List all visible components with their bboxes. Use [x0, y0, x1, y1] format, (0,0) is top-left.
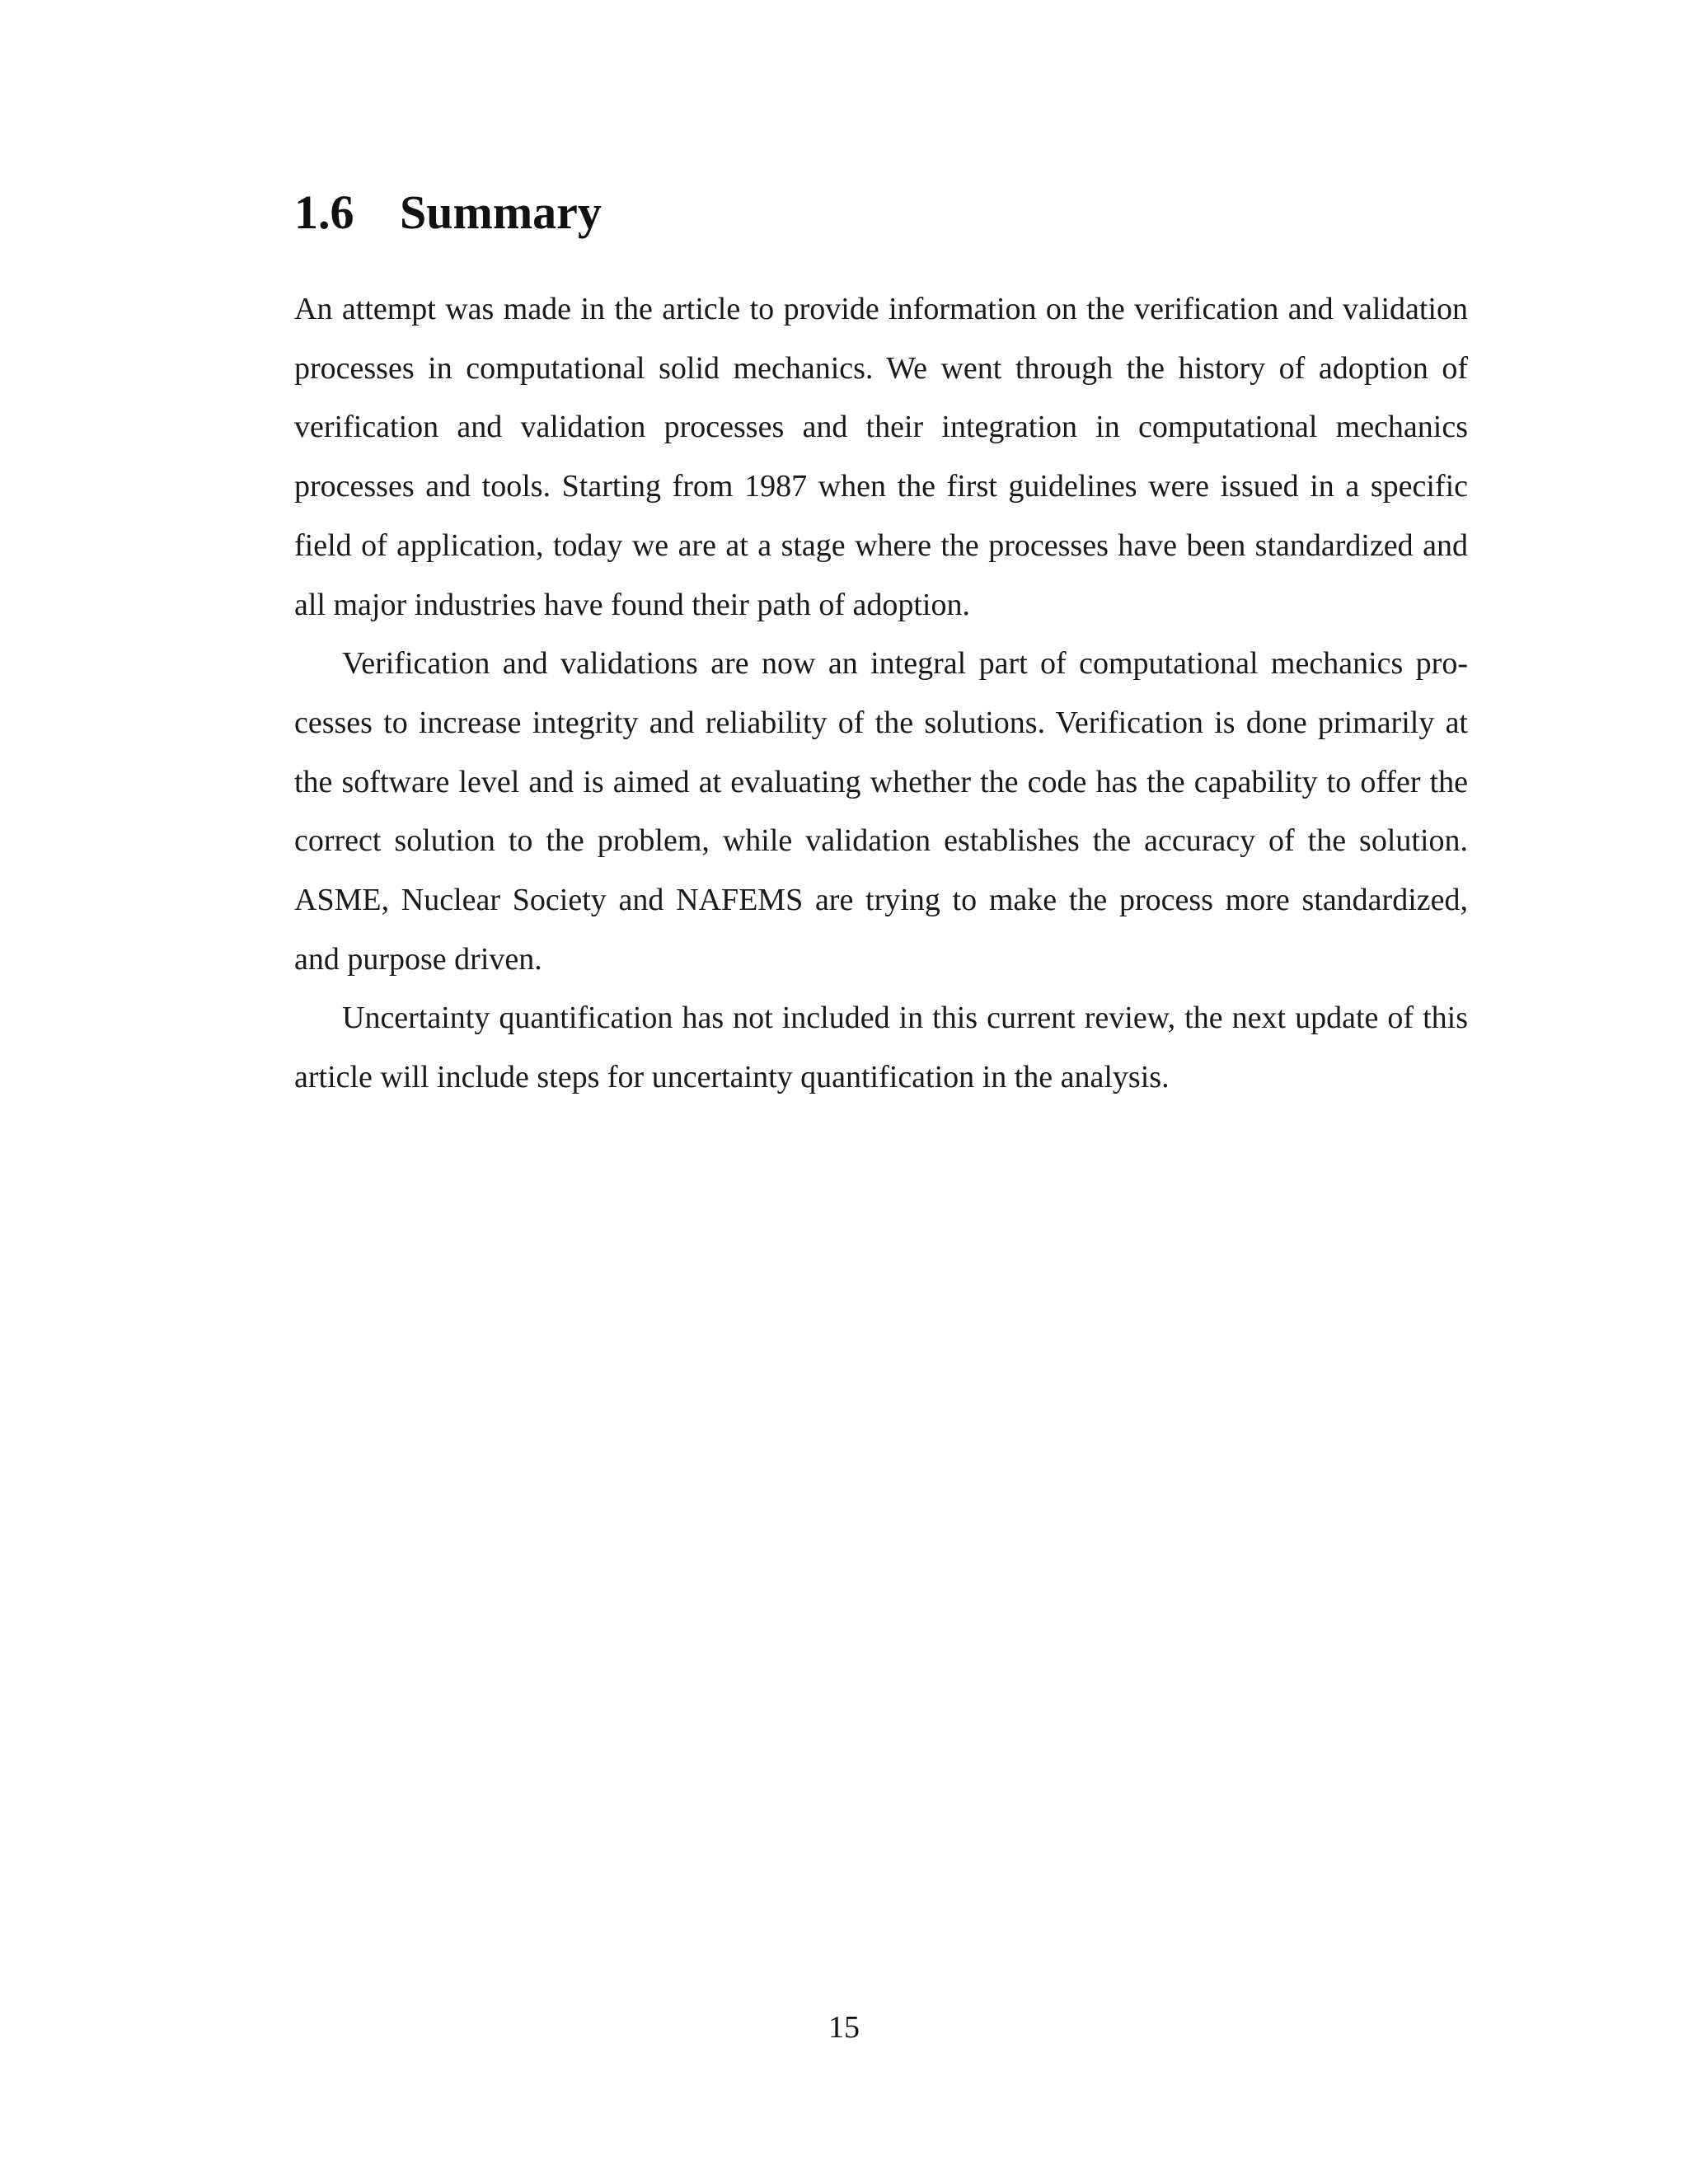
page-number: 15: [828, 2010, 860, 2045]
section-body: [294, 280, 1468, 1108]
paragraph-verification: Verification and validations are now an integral part of computational mechanics processes to increase integrity and reliability of the solutions. Verification is done primarily at the software level and is aimed at evaluating whether the code has the capability to offer the correct solution to the problem, while validation establishes the accuracy of the solution. ASME, Nuclear Society and NAFEMS are trying to make the process more standardized, and purpose driven.: [294, 646, 1468, 977]
paragraph-uncertainty: Uncertainty quantification has not included in this current review, the next update of this article will include steps for uncertainty quantification in the analysis.: [294, 1001, 1468, 1095]
section-heading: [294, 180, 602, 246]
paragraph-intro: An attempt was made in the article to provide information on the verification and validation processes in computational solid mechanics. We went through the history of adoption of verification and validation processes and their integration in computational mechanics processes and tools. Starting from 1987 when the first guidelines were issued in a specific field of application, today we are at a stage where the processes have been standardized and all major industries have found their path of adoption.: [294, 292, 1468, 622]
section-number: 1.6: [294, 185, 354, 239]
section-title: Summary: [400, 185, 602, 239]
